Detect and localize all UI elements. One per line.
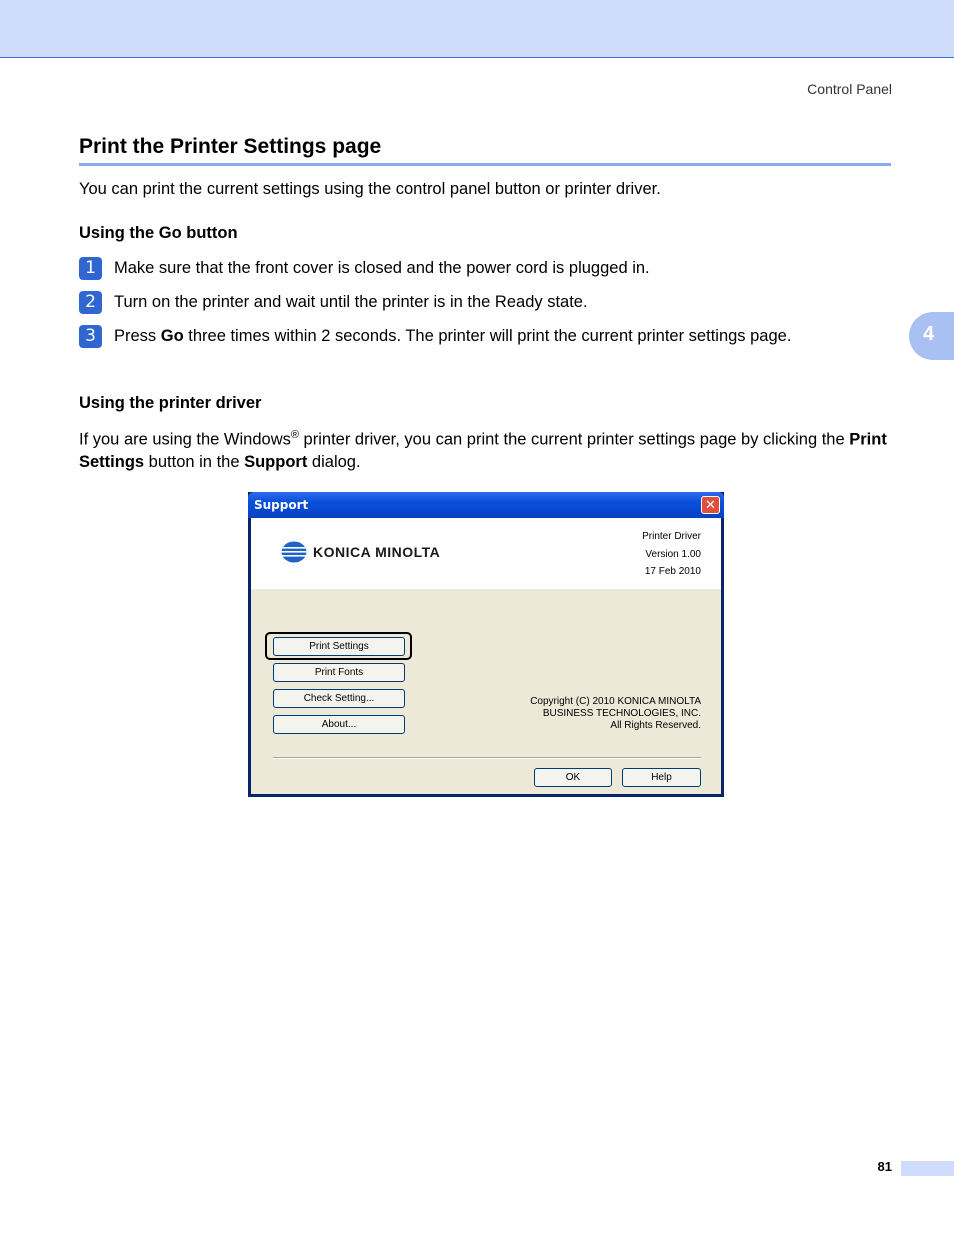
- chapter-number: 4: [923, 323, 935, 345]
- copyright-text: Copyright (C) 2010 KONICA MINOLTA BUSINESS TECHNOLOGIES, INC. All Rights Reserved.: [530, 696, 701, 731]
- go-button-heading: Using the Go button: [79, 224, 238, 242]
- help-button[interactable]: Help: [622, 768, 701, 787]
- check-setting-button[interactable]: Check Setting...: [273, 689, 405, 708]
- step-number-icon: 3: [79, 325, 102, 348]
- step-1: [79, 257, 650, 280]
- step-number-icon: 2: [79, 291, 102, 314]
- print-fonts-button[interactable]: Print Fonts: [273, 663, 405, 682]
- driver-version: Version 1.00: [645, 548, 701, 560]
- step-number-icon: 1: [79, 257, 102, 280]
- header-band: [0, 0, 954, 58]
- support-dialog: [248, 492, 724, 797]
- driver-heading: Using the printer driver: [79, 394, 262, 412]
- section-title: Print the Printer Settings page: [79, 135, 891, 166]
- chapter-tab: [909, 312, 954, 360]
- page-number: 81: [877, 1159, 892, 1174]
- step-text: Press Go three times within 2 seconds. The printer will print the current printer settings page.: [114, 327, 792, 345]
- dialog-divider: [273, 757, 701, 759]
- driver-paragraph: If you are using the Windows® printer driver, you can print the current printer settings page by clicking the Print Settings button in the Support dialog.: [79, 429, 887, 471]
- driver-info: [642, 528, 701, 581]
- about-button[interactable]: About...: [273, 715, 405, 734]
- footer-band: [901, 1161, 954, 1176]
- dialog-title: Support: [254, 498, 309, 512]
- step-2: [79, 291, 588, 314]
- driver-name: Printer Driver: [642, 531, 701, 542]
- dialog-body: [251, 518, 721, 794]
- running-header: Control Panel: [807, 81, 892, 97]
- konica-minolta-logo: [281, 541, 440, 563]
- step-text: Turn on the printer and wait until the printer is in the Ready state.: [114, 293, 588, 311]
- print-settings-button[interactable]: Print Settings: [273, 637, 405, 656]
- driver-date: 17 Feb 2010: [644, 566, 701, 577]
- step-3: [79, 325, 791, 348]
- logo-text: KONICA MINOLTA: [313, 544, 441, 560]
- intro-text: You can print the current settings using the control panel button or printer driver.: [79, 180, 661, 198]
- ok-button[interactable]: OK: [534, 768, 612, 787]
- globe-logo-icon: [281, 541, 307, 563]
- step-text: Make sure that the front cover is closed and the power cord is plugged in.: [114, 259, 650, 277]
- close-button[interactable]: ✕: [701, 496, 720, 514]
- dialog-banner: [251, 518, 721, 589]
- dialog-titlebar[interactable]: [248, 492, 724, 518]
